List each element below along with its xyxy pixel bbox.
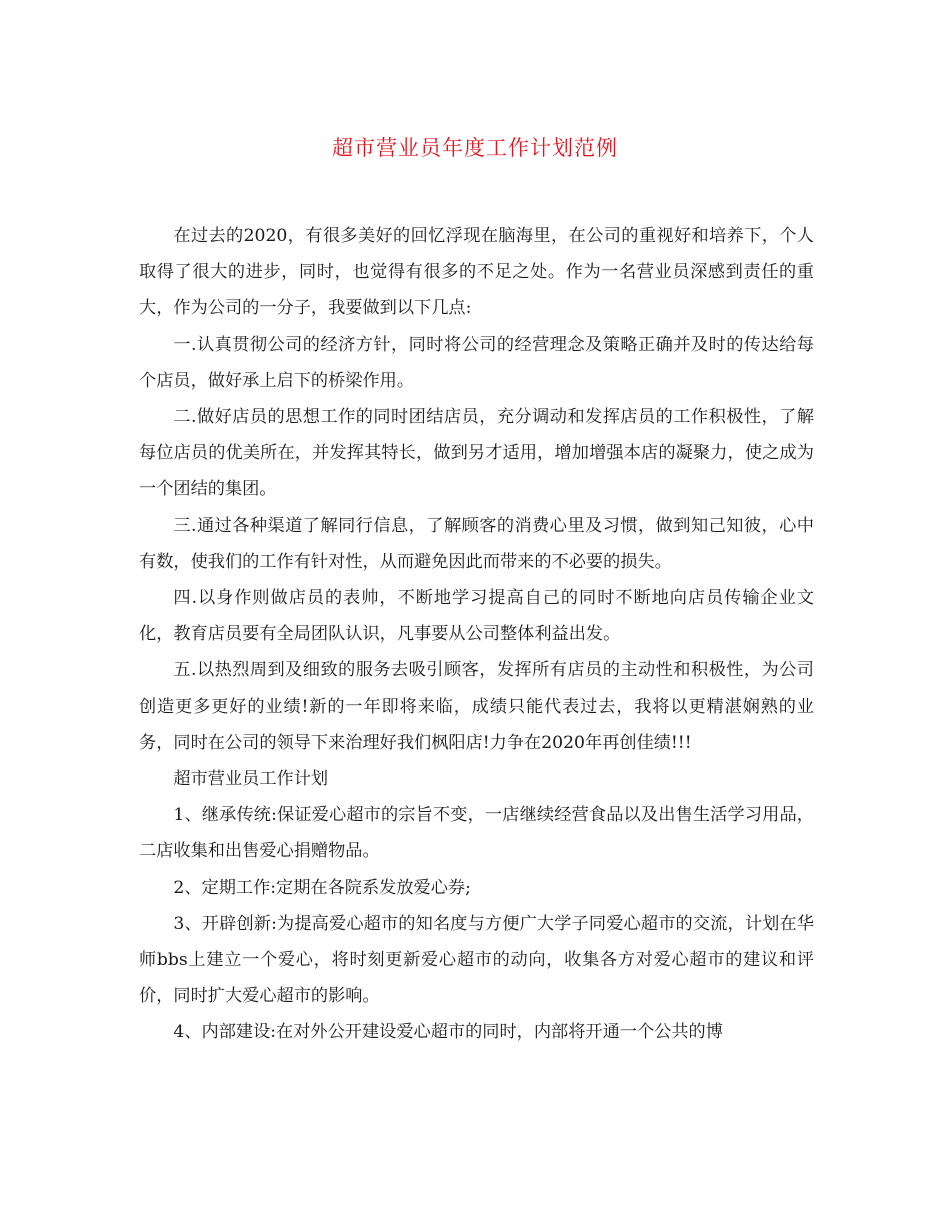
document-title: 超市营业员年度工作计划范例 [332,136,618,160]
plan-item-3: 3、开辟创新:为提高爱心超市的知名度与方便广大学子同爱心超市的交流，计划在华师bbs上建立一个爱心，将时刻更新爱心超市的动向，收集各方对爱心超市的建议和评价，同时扩大爱心超市的影响。 [139,913,814,1007]
document-body [139,218,814,1051]
paragraph-intro: 在过去的2020，有很多美好的回忆浮现在脑海里，在公司的重视好和培养下，个人取得了很大的进步，同时，也觉得有很多的不足之处。作为一名营业员深感到责任的重大，作为公司的一分子，我要做到以下几点: [139,226,814,319]
plan-item-1: 1、继承传统:保证爱心超市的宗旨不变，一店继续经营食品以及出售生活学习用品，二店收集和出售爱心捐赠物品。 [139,805,814,862]
paragraph-point-1: 一.认真贯彻公司的经济方针，同时将公司的经营理念及策略正确并及时的传达给每个店员，做好承上启下的桥梁作用。 [139,334,814,391]
paragraph-point-3: 三.通过各种渠道了解同行信息，了解顾客的消费心里及习惯，做到知己知彼，心中有数，使我们的工作有针对性，从而避免因此而带来的不必要的损失。 [139,515,814,572]
paragraph-point-2: 二.做好店员的思想工作的同时团结店员，充分调动和发挥店员的工作积极性，了解每位店员的优美所在，并发挥其特长，做到另才适用，增加增强本店的凝聚力，使之成为一个团结的集团。 [139,407,814,500]
plan-item-4: 4、内部建设:在对外公开建设爱心超市的同时，内部将开通一个公共的博 [173,1022,723,1043]
plan-item-2: 2、定期工作:定期在各院系发放爱心券; [173,877,471,898]
paragraph-point-4: 四.以身作则做店员的表帅，不断地学习提高自己的同时不断地向店员传输企业文化，教育店员要有全局团队认识，凡事要从公司整体利益出发。 [139,588,814,645]
paragraph-point-5: 五.以热烈周到及细致的服务去吸引顾客，发挥所有店员的主动性和积极性，为公司创造更多更好的业绩!新的一年即将来临，成绩只能代表过去，我将以更精湛娴熟的业务，同时在公司的领导下来治理好我们枫阳店!力争在2020年再创佳绩!!! [139,660,814,753]
section-heading: 超市营业员工作计划 [173,769,329,790]
